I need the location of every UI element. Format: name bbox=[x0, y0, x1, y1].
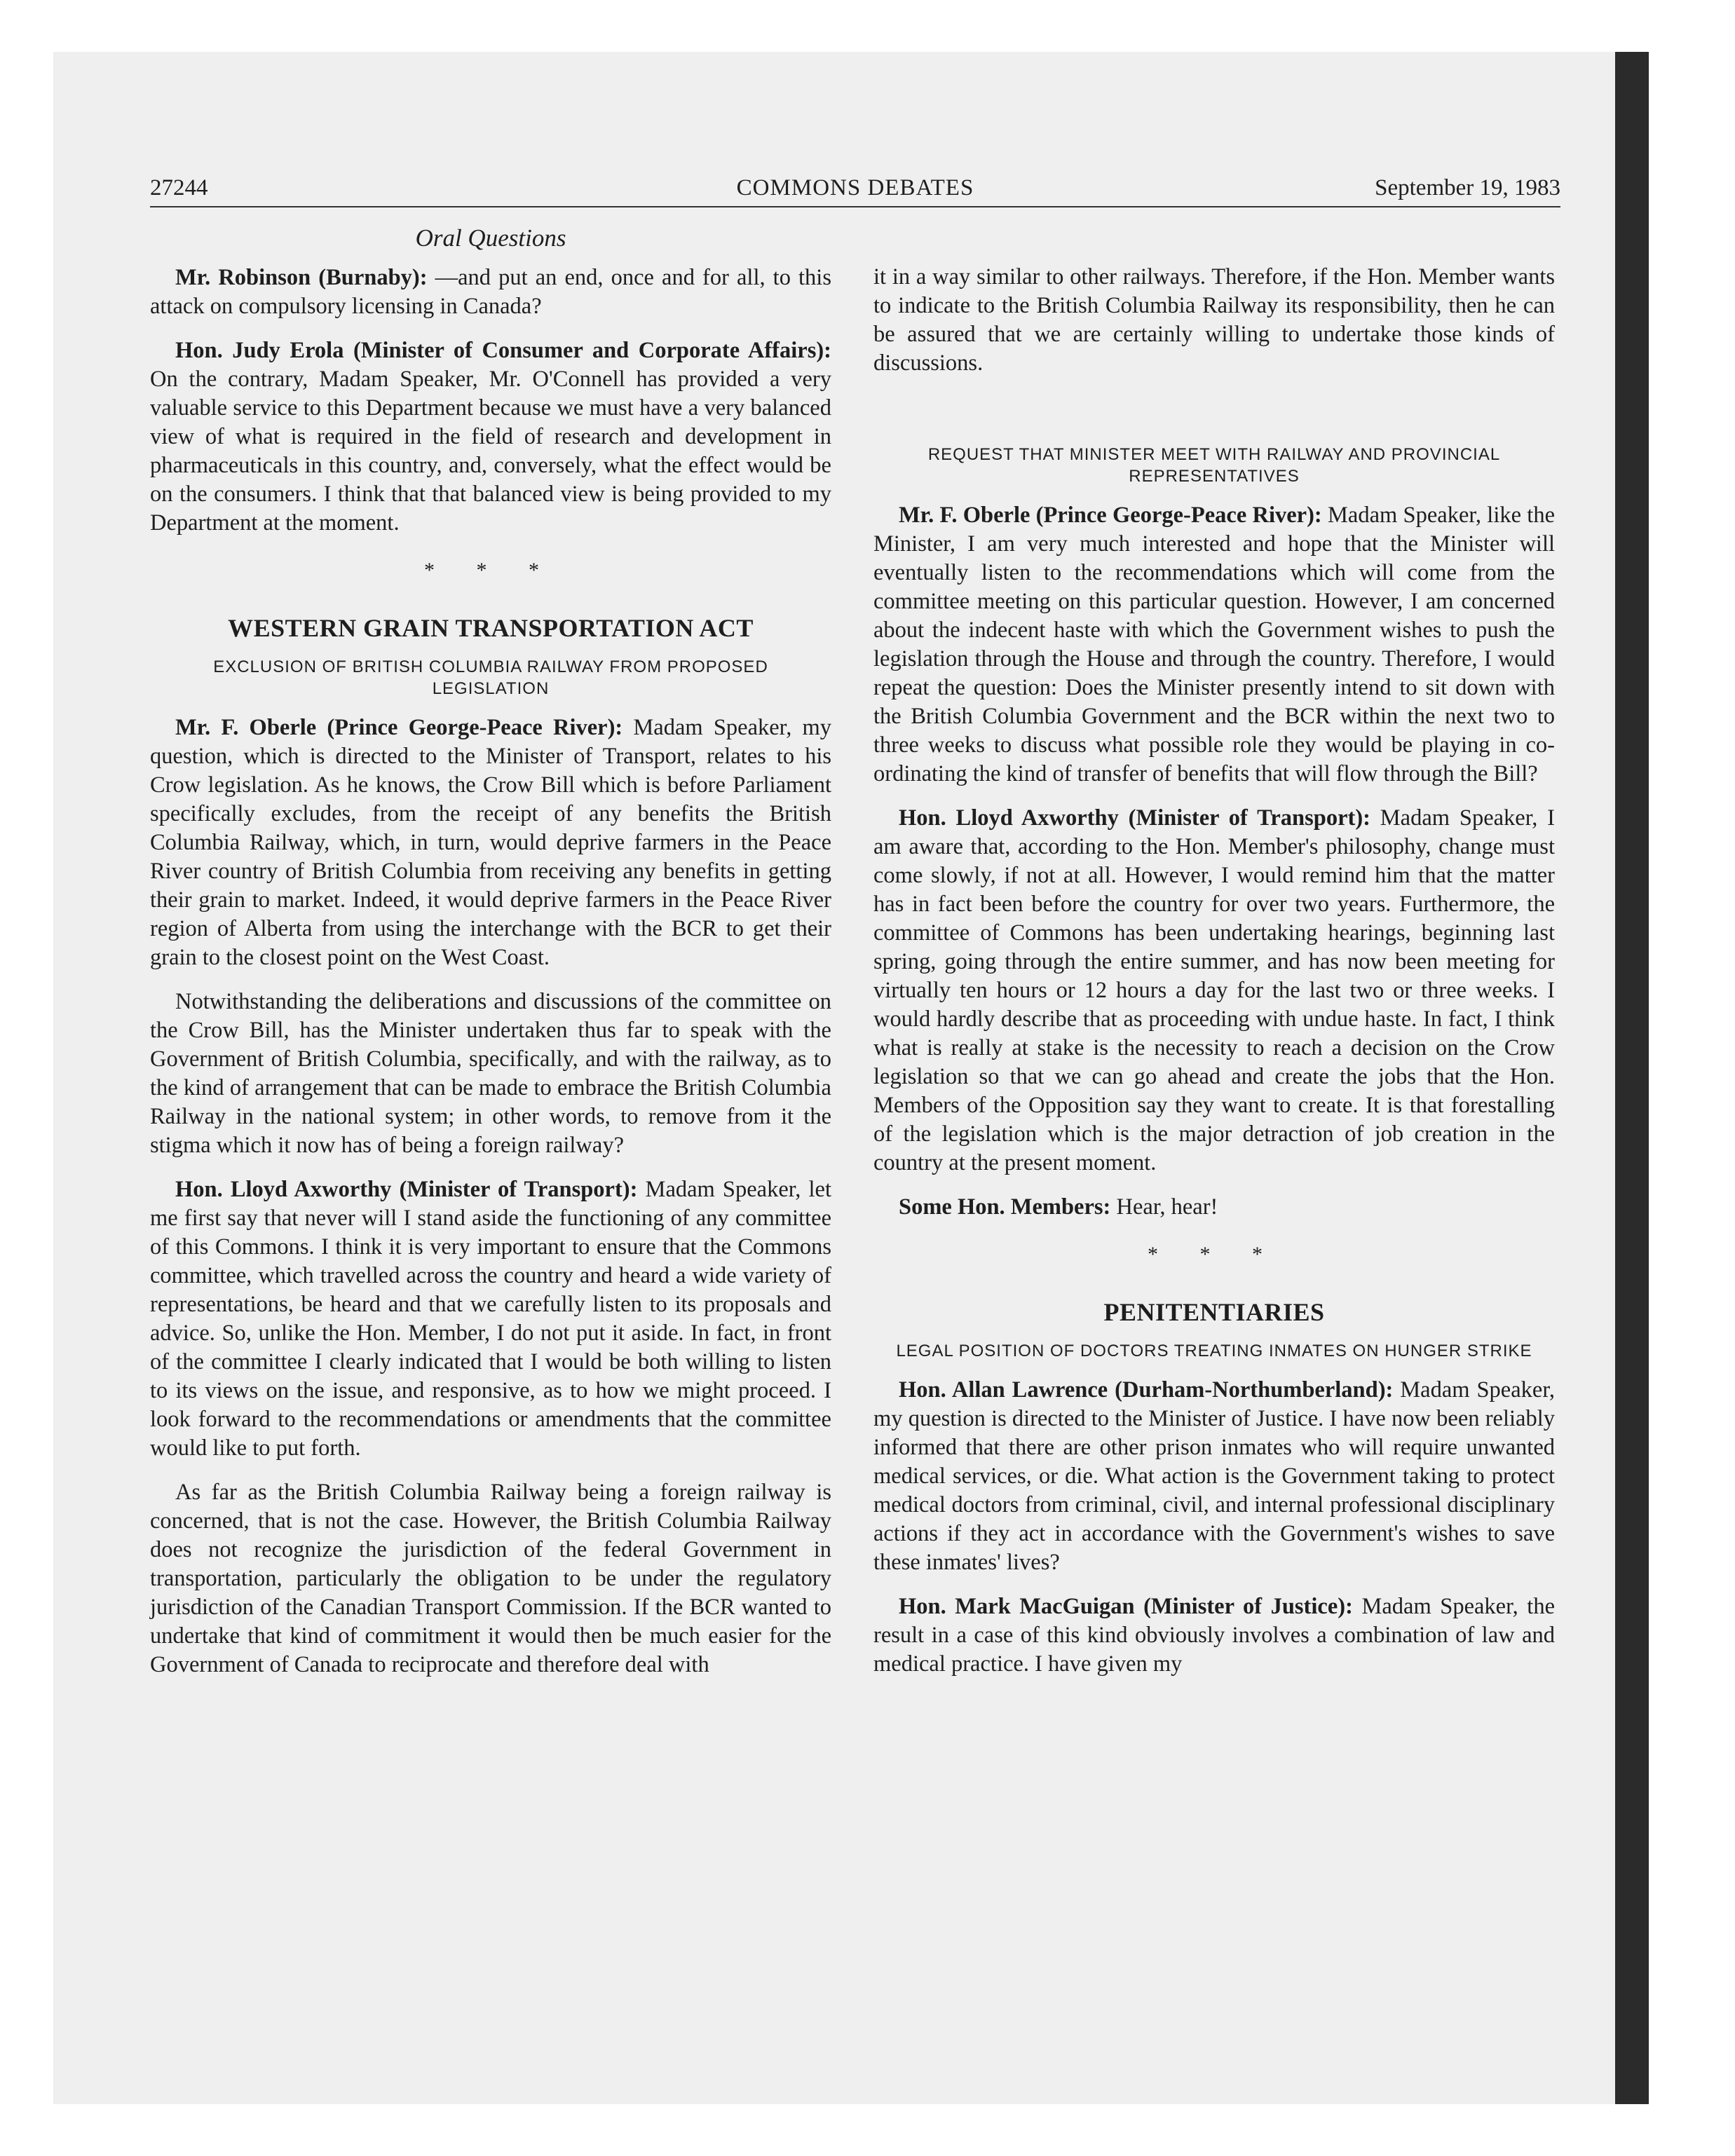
paragraph: As far as the British Columbia Railway being a foreign railway is concerned, that is not the case. However, the British Columbia Railway does not recognize the jurisdiction of the federal Government in transportation, particularly the obligation to be under the regulatory jurisdiction of the Canadian Transport Commission. If the BCR wanted to undertake that kind of commitment it would then be much easier for the Government of Canada to reciprocate and therefore deal with bbox=[150, 1480, 831, 1677]
speech-text: On the contrary, Madam Speaker, Mr. O'Connell has provided a very valuable service to this Department because we must have a very balanced view of what is required in the field of research and development in pharmaceuticals in this country, and, conversely, what the effect would be on the consumers. I think that that balanced view is being provided to my Department at the moment. bbox=[150, 367, 831, 535]
speech-text: Madam Speaker, I am aware that, according to the Hon. Member's philosophy, change must come slowly, if not at all. However, I would remind him that the matter has in fact been before the country for over two years. Furthermore, the committee of Commons has been undertaking hearings, beginning last spring, going through the entire summer, and has now been meeting for virtually ten hours or 12 hours a day for the last two or three weeks. I would hardly describe that as proceeding with undue haste. In fact, I think what is really at stake is the necessity to reach a decision on the Crow legislation so that we can go ahead and create the jobs that the Hon. Members of the Opposition say they want to create. It is that forestalling of the legislation which is the major detraction of job creation in the country at the present moment. bbox=[873, 805, 1555, 1175]
scan-binding-edge bbox=[1615, 52, 1649, 2104]
speaker-name: Mr. F. Oberle (Prince George-Peace River): bbox=[899, 503, 1322, 528]
paragraph: Notwithstanding the deliberations and discussions of the committee on the Crow Bill, has the Minister undertaken thus far to speak with the Government of British Columbia, specifically, and with the railway, as to the kind of arrangement that can be made to embrace the British Columbia Railway in the national system; in other words, to remove from it the stigma which it now has of being a foreign railway? bbox=[150, 989, 831, 1158]
speaker-name: Hon. Mark MacGuigan (Minister of Justice): bbox=[899, 1594, 1353, 1619]
speech-text: Hear, hear! bbox=[1110, 1194, 1218, 1220]
speaker-name: Mr. Robinson (Burnaby): bbox=[175, 265, 428, 290]
section-subheading: REQUEST THAT MINISTER MEET WITH RAILWAY AND PROVINCIAL REPRESENTATIVES bbox=[927, 445, 1501, 486]
speaker-name: Hon. Allan Lawrence (Durham-Northumberland): bbox=[899, 1377, 1394, 1403]
section-separator: * * * bbox=[1148, 1243, 1281, 1266]
speech-text: —and put an end, once and for all, to this attack on compulsory licensing in Canada? bbox=[150, 265, 831, 319]
section-topic: Oral Questions bbox=[415, 224, 566, 252]
left-column bbox=[150, 223, 831, 1695]
page-number: 27244 bbox=[150, 175, 208, 200]
paragraph bbox=[150, 336, 831, 538]
paragraph bbox=[150, 714, 831, 972]
paragraph bbox=[873, 1592, 1555, 1679]
speaker-name: Mr. F. Oberle (Prince George-Peace River): bbox=[175, 715, 623, 740]
speech-text: Madam Speaker, like the Minister, I am very much interested and hope that the Minister will eventually listen to the recommendations which will come from the committee meeting on this particular question. However, I am concerned about the indecent haste with which the Government wishes to push the legislation through the House and through the country. Therefore, I would repeat the question: Does the Minister presently intend to sit down with the British Columbia Government and the BCR within the next two to three weeks to discuss what possible role they would be playing in co-ordinating the kind of transfer of benefits that will flow through the Bill? bbox=[873, 503, 1555, 786]
spacer bbox=[873, 393, 1555, 444]
issue-date: September 19, 1983 bbox=[1375, 175, 1560, 200]
speaker-name: Hon. Lloyd Axworthy (Minister of Transport): bbox=[175, 1177, 638, 1202]
speech-text: Madam Speaker, my question is directed to the Minister of Justice. I have now been reliably informed that there are other prison inmates who will require unwanted medical services, or die. What action is the Government taking to protect medical doctors from criminal, civil, and internal professional disciplinary actions if they act in accordance with the Government's wishes to save these inmates' lives? bbox=[873, 1377, 1555, 1575]
paragraph bbox=[873, 501, 1555, 789]
header-rule bbox=[150, 206, 1560, 207]
section-heading: PENITENTIARIES bbox=[1103, 1298, 1325, 1326]
section-subheading: EXCLUSION OF BRITISH COLUMBIA RAILWAY FROM PROPOSED LEGISLATION bbox=[213, 657, 768, 698]
page-header bbox=[150, 172, 1560, 203]
section-separator: * * * bbox=[424, 559, 557, 582]
journal-title: COMMONS DEBATES bbox=[736, 175, 974, 200]
speaker-name: Hon. Judy Erola (Minister of Consumer and Corporate Affairs): bbox=[175, 338, 831, 363]
section-heading: WESTERN GRAIN TRANSPORTATION ACT bbox=[228, 614, 754, 642]
paragraph: it in a way similar to other railways. Therefore, if the Hon. Member wants to indicate to the British Columbia Railway its responsibility, then he can be assured that we are certainly willing to undertake those kinds of discussions. bbox=[873, 264, 1555, 376]
paragraph bbox=[150, 264, 831, 321]
speech-text: Madam Speaker, my question, which is directed to the Minister of Transport, relates to his Crow legislation. As he knows, the Crow Bill which is before Parliament specifically excludes, from the receipt of any benefits the British Columbia Railway, which, in turn, would deprive farmers in the Peace River country of British Columbia from receiving any benefits in getting their grain to market. Indeed, it would deprive farmers in the Peace River region of Alberta from using the interchange with the BCR to get their grain to the closest point on the West Coast. bbox=[150, 715, 832, 970]
paragraph bbox=[873, 1193, 1555, 1222]
paragraph bbox=[873, 804, 1555, 1178]
speech-text: Madam Speaker, the result in a case of this kind obviously involves a combination of law and medical practice. I have given my bbox=[873, 1594, 1555, 1677]
section-subheading: LEGAL POSITION OF DOCTORS TREATING INMATES ON HUNGER STRIKE bbox=[896, 1342, 1532, 1360]
paragraph bbox=[150, 1175, 831, 1463]
speaker-name: Some Hon. Members: bbox=[899, 1194, 1111, 1220]
paragraph bbox=[873, 1376, 1555, 1577]
speech-text: Madam Speaker, let me first say that never will I stand aside the functioning of any committee of this Commons. I think it is very important to ensure that the Commons committee, which travelled across the country and heard a wide variety of representations, be heard and that we carefully listen to its proposals and advice. So, unlike the Hon. Member, I do not put it aside. In fact, in front of the committee I clearly indicated that I would be both willing to listen to its views on the issue, and responsive, as to how we might proceed. I look forward to the recommendations or amendments that the committee would like to put forth. bbox=[150, 1177, 831, 1461]
right-column bbox=[873, 263, 1555, 1694]
speaker-name: Hon. Lloyd Axworthy (Minister of Transport): bbox=[899, 805, 1370, 831]
